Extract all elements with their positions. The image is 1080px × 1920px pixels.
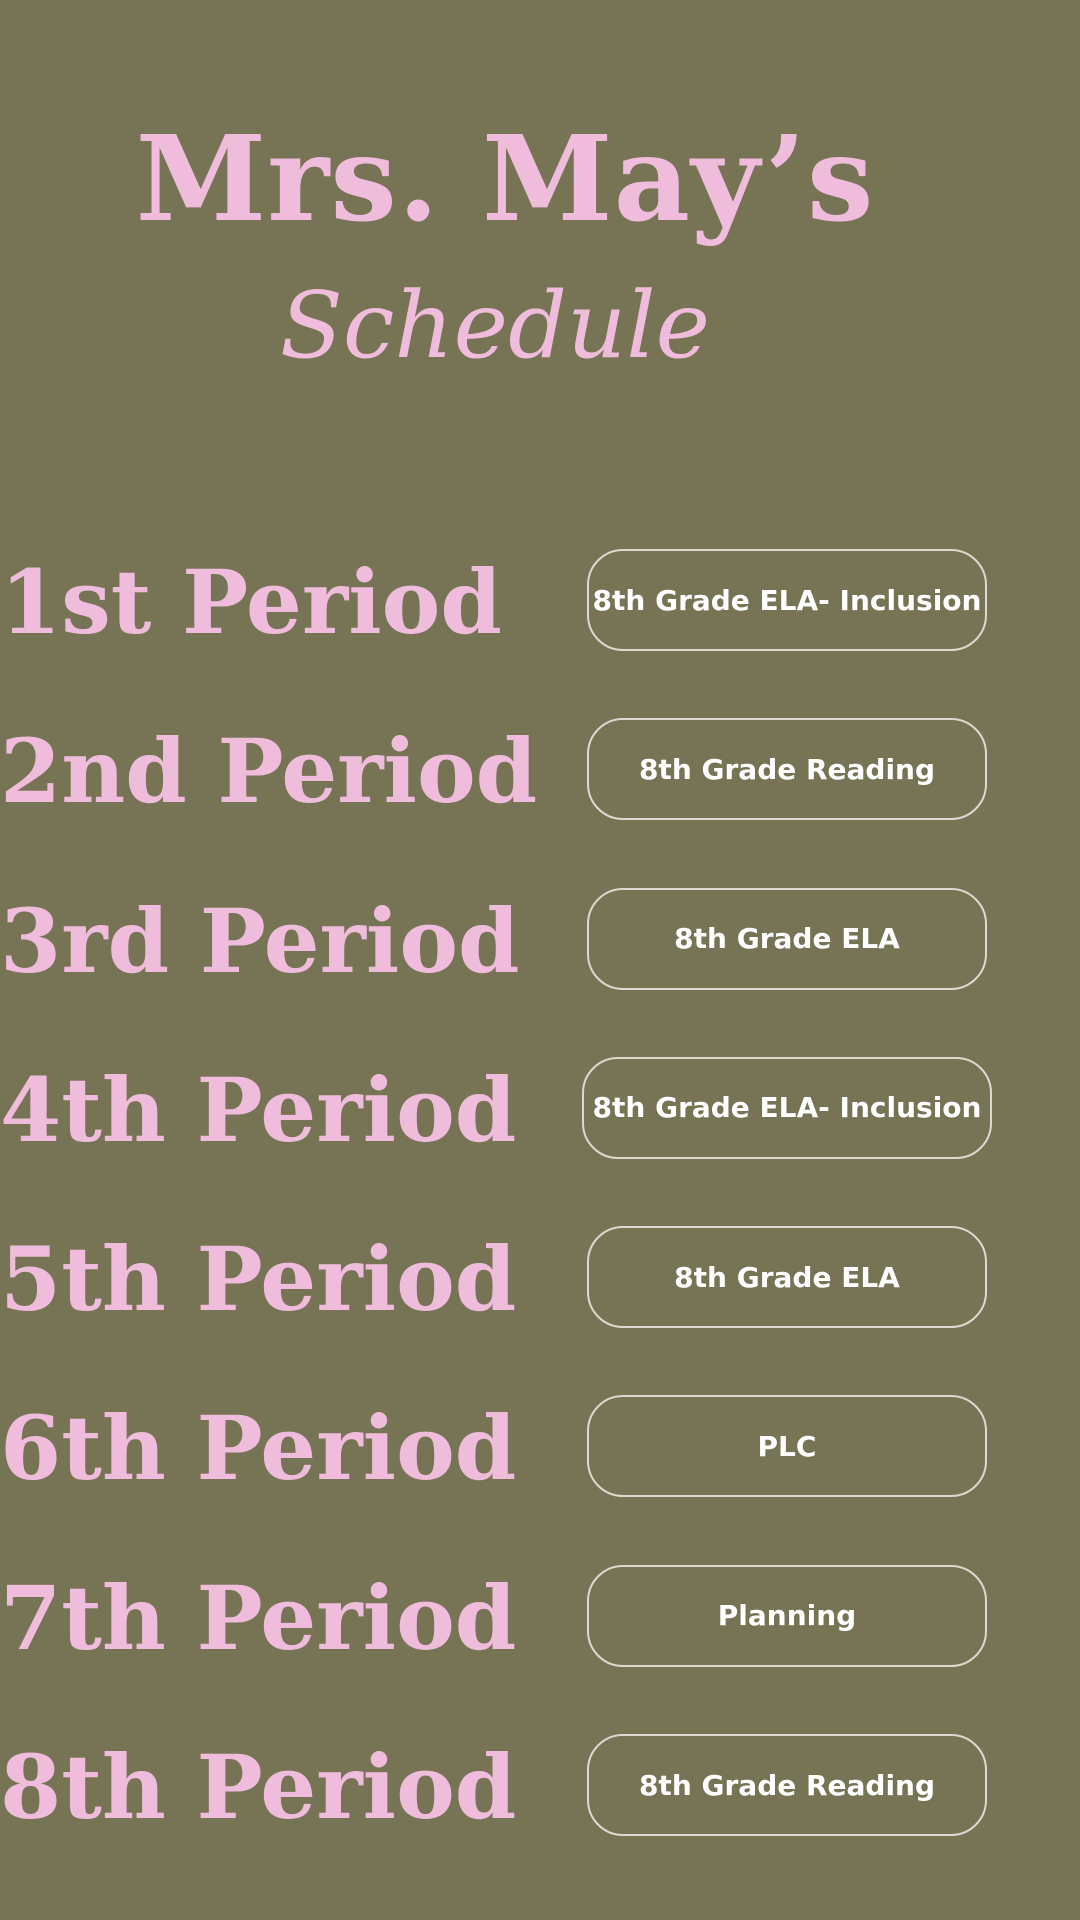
class-pill: Planning [587, 1565, 987, 1667]
period-label: 4th Period [0, 1057, 517, 1162]
period-label: 5th Period [0, 1227, 517, 1332]
page-subtitle: Schedule [279, 272, 711, 379]
period-label: 3rd Period [0, 888, 520, 993]
class-pill: PLC [587, 1395, 987, 1497]
period-label: 7th Period [0, 1565, 517, 1670]
schedule-row [0, 1565, 1080, 1734]
period-label: 2nd Period [0, 719, 538, 824]
class-pill: 8th Grade ELA [587, 888, 987, 990]
class-pill: 8th Grade Reading [587, 718, 987, 820]
schedule-row [0, 1395, 1080, 1564]
schedule-row [0, 1734, 1080, 1903]
schedule-row [0, 888, 1080, 1057]
page-title: Mrs. May’s [135, 109, 875, 248]
period-label: 8th Period [0, 1735, 517, 1840]
schedule-row [0, 1226, 1080, 1395]
class-pill: 8th Grade ELA- Inclusion [582, 1057, 992, 1159]
schedule-row [0, 718, 1080, 887]
schedule-list [0, 549, 1080, 1903]
period-label: 6th Period [0, 1396, 517, 1501]
class-pill: 8th Grade ELA [587, 1226, 987, 1328]
schedule-row [0, 549, 1080, 718]
class-pill: 8th Grade ELA- Inclusion [587, 549, 987, 651]
class-pill: 8th Grade Reading [587, 1734, 987, 1836]
schedule-row [0, 1057, 1080, 1226]
period-label: 1st Period [0, 550, 502, 654]
